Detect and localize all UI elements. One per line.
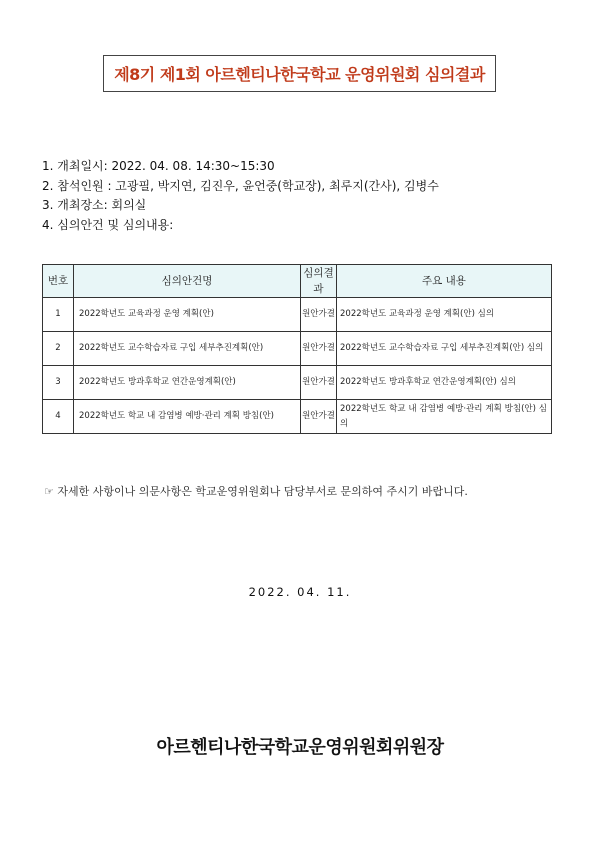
- row-name: 2022학년도 교육과정 운영 계획(안): [74, 298, 301, 332]
- row-number: 2: [43, 332, 74, 366]
- row-content: 2022학년도 교육과정 운영 계획(안) 심의: [337, 298, 552, 332]
- row-content: 2022학년도 학교 내 감염병 예방·관리 계획 방침(안) 심의: [337, 400, 552, 434]
- info-date: 1. 개최일시: 2022. 04. 08. 14:30~15:30: [42, 159, 275, 173]
- inquiry-note: ☞ 자세한 사항이나 의문사항은 학교운영위원회나 담당부서로 문의하여 주시기 바랍니다.: [44, 485, 468, 498]
- header-name: 심의안건명: [74, 265, 301, 298]
- signer-title: 아르헨티나한국학교운영위원회위원장: [156, 737, 444, 758]
- document-date: 2022. 04. 11.: [248, 585, 352, 599]
- row-name: 2022학년도 방과후학교 연간운영계획(안): [74, 366, 301, 400]
- row-content: 2022학년도 교수학습자료 구입 세부추진계획(안) 심의: [337, 332, 552, 366]
- row-result: 원안가결: [301, 400, 337, 434]
- agenda-table: [42, 264, 552, 434]
- header-content: 주요 내용: [337, 265, 552, 298]
- document-title-box: [103, 55, 496, 92]
- table-row: [43, 366, 552, 400]
- row-result: 원안가결: [301, 332, 337, 366]
- row-number: 3: [43, 366, 74, 400]
- document-title: 제8기 제1회 아르헨티나한국학교 운영위원회 심의결과: [114, 65, 485, 84]
- row-result: 원안가결: [301, 298, 337, 332]
- row-name: 2022학년도 교수학습자료 구입 세부추진계획(안): [74, 332, 301, 366]
- table-header-row: [43, 265, 552, 298]
- info-location: 3. 개최장소: 회의실: [42, 198, 147, 212]
- info-agenda-heading: 4. 심의안건 및 심의내용:: [42, 217, 174, 232]
- header-result: 심의결과: [301, 265, 337, 298]
- row-result: 원안가결: [301, 366, 337, 400]
- table-row: [43, 298, 552, 332]
- row-number: 4: [43, 400, 74, 434]
- meeting-info: [42, 157, 439, 235]
- row-number: 1: [43, 298, 74, 332]
- header-number: 번호: [43, 265, 74, 298]
- row-name: 2022학년도 학교 내 감염병 예방·관리 계획 방침(안): [74, 400, 301, 434]
- table-row: [43, 332, 552, 366]
- table-row: [43, 400, 552, 434]
- info-attendees: 2. 참석인원 : 고광필, 박지연, 김진우, 윤언중(학교장), 최루지(간사), 김병수: [42, 178, 439, 193]
- row-content: 2022학년도 방과후학교 연간운영계획(안) 심의: [337, 366, 552, 400]
